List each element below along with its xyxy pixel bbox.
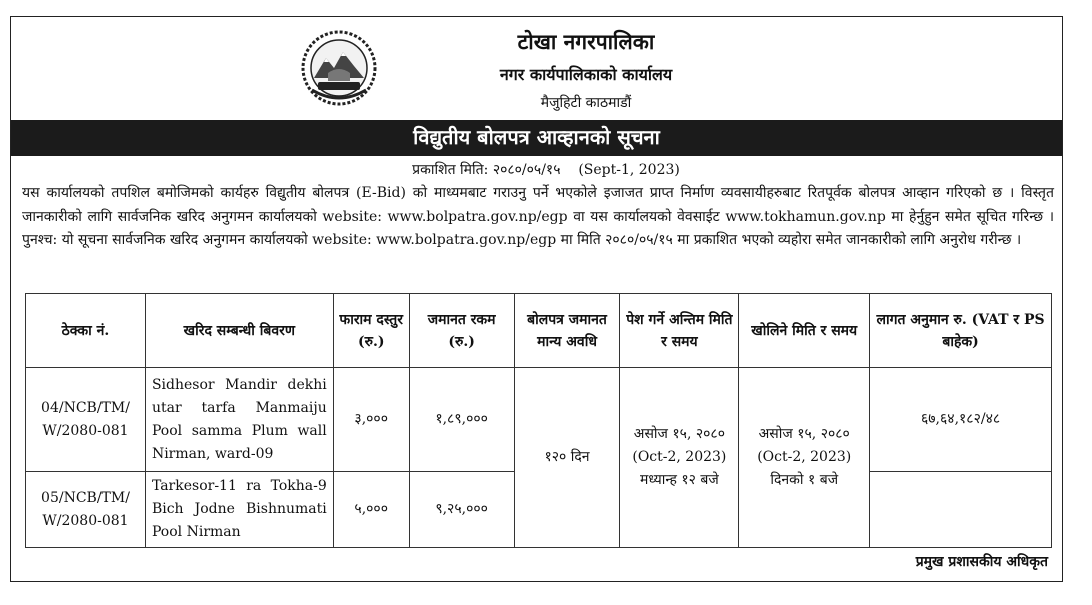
submission-cell: असोज १५, २०८० (Oct-2, 2023) मध्यान्ह १२ बजे xyxy=(620,368,739,548)
col-submission: पेश गर्ने अन्तिम मिति र समय xyxy=(620,294,739,368)
published-date-np: प्रकाशित मिति: २०८०/०५/१५ xyxy=(412,162,561,178)
form-fee-cell: ३,००० xyxy=(333,368,409,472)
col-validity: बोलपत्र जमानत मान्य अवधि xyxy=(514,294,620,368)
office-name: नगर कार्यपालिकाको कार्यालय xyxy=(499,65,673,84)
cost-estimate-cell: ६७,६४,१८२/४८ xyxy=(870,368,1052,472)
form-fee-cell: ५,००० xyxy=(333,472,409,548)
table-row xyxy=(26,368,1052,472)
notice-body: यस कार्यालयको तपशिल बमोजिमको कार्यहरु विद्युतीय बोलपत्र (E-Bid) को माध्यमबाट गराउनु पर्ने भएकोले इजाजत प्राप्त निर्माण व्यवसायीहरुबाट रितपूर्वक बोलपत्र आव्हान गरिएको छ । विस्तृत जानकारीको लागि सार्वजनिक खरिद अनुगमन कार्यालयको website: www.bolpatra.gov.np/egp वा यस कार्यालयको वेवसाईट www.tokhamun.gov.np मा हेर्नुहुन समेत सूचित गरिन्छ । पुनश्च: यो सूचना सार्वजनिक खरिद अनुगमन कार्यालयको website: www.bolpatra.gov.np/egp मा मिति २०८०/०५/१५ मा प्रकाशित भएको व्यहोरा समेत जानकारीको लागि अनुरोध गरीन्छ । xyxy=(22,185,1054,248)
table-header-row xyxy=(26,294,1052,368)
signatory: प्रमुख प्रशासकीय अधिकृत xyxy=(915,554,1048,570)
col-description: खरिद सम्बन्धी बिवरण xyxy=(145,294,333,368)
published-date xyxy=(0,160,1092,179)
tender-table xyxy=(25,293,1052,548)
published-date-en: (Sept-1, 2023) xyxy=(578,162,680,178)
cost-estimate-cell xyxy=(870,472,1052,548)
bid-security-cell: ९,२५,००० xyxy=(409,472,514,548)
validity-cell: १२० दिन xyxy=(514,368,620,548)
org-name: टोखा नगरपालिका xyxy=(517,29,655,54)
col-cost-estimate: लागत अनुमान रु. (VAT र PS बाहेक) xyxy=(870,294,1052,368)
col-form-fee: फाराम दस्तुर (रु.) xyxy=(333,294,409,368)
office-location: मैजुहिटी काठमाडौं xyxy=(540,95,632,111)
notice-title-banner xyxy=(11,120,1062,156)
col-contract-no: ठेक्का नं. xyxy=(26,294,146,368)
description-cell: Tarkesor-11 ra Tokha-9 Bich Jodne Bishnumati Pool Nirman xyxy=(145,472,333,548)
col-bid-security: जमानत रकम (रु.) xyxy=(409,294,514,368)
contract-no-cell: 04/NCB/TM/ W/2080-081 xyxy=(26,368,146,472)
opening-cell: असोज १५, २०८० (Oct-2, 2023) दिनको १ बजे xyxy=(739,368,870,548)
notice-title: विद्युतीय बोलपत्र आव्हानको सूचना xyxy=(413,125,660,149)
description-cell: Sidhesor Mandir dekhi utar tarfa Manmaiju Pool samma Plum wall Nirman, ward-09 xyxy=(145,368,333,472)
col-opening: खोलिने मिति र समय xyxy=(739,294,870,368)
contract-no-cell: 05/NCB/TM/ W/2080-081 xyxy=(26,472,146,548)
bid-security-cell: १,८९,००० xyxy=(409,368,514,472)
